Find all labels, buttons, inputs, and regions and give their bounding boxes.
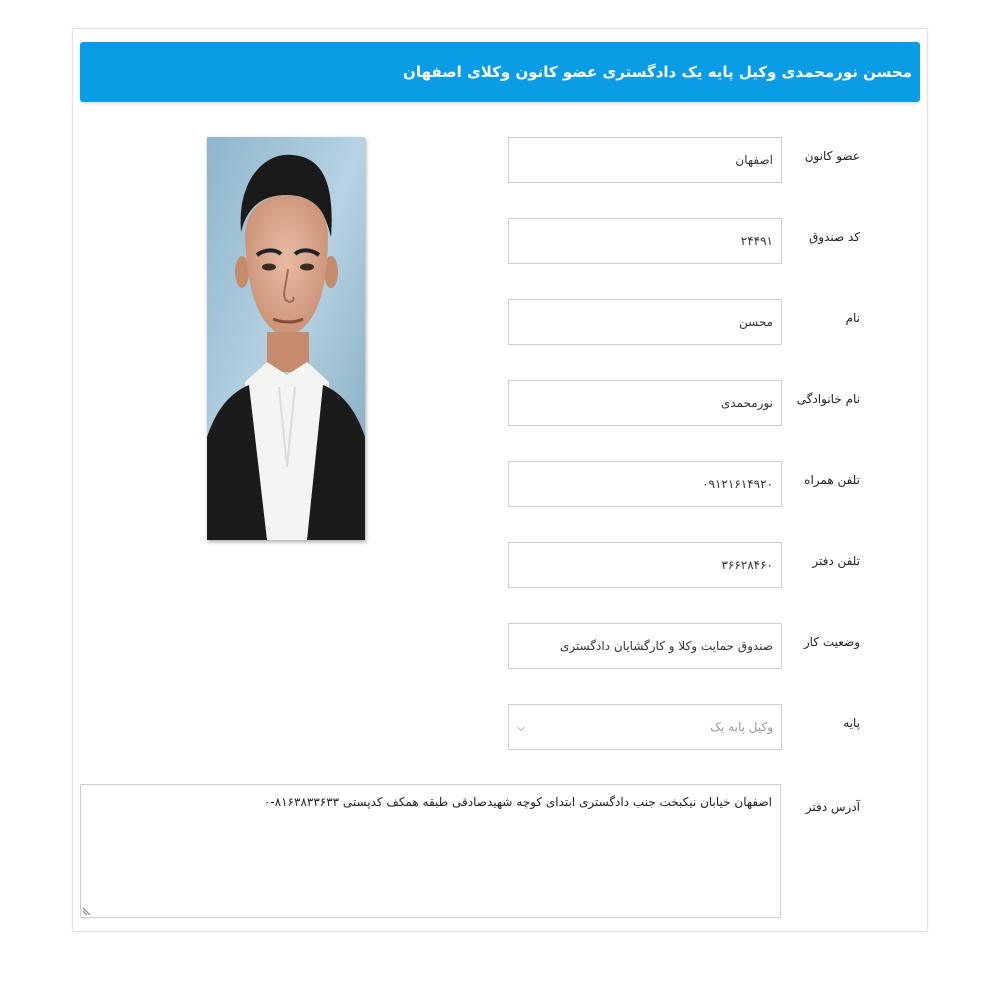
field-row-mobile bbox=[0, 461, 1000, 507]
office-phone-label: تلفن دفتر bbox=[812, 554, 860, 568]
last-name-field[interactable]: نورمحمدی bbox=[508, 380, 782, 426]
work-status-label: وضعیت کار bbox=[803, 635, 860, 649]
field-row-bar-association bbox=[0, 137, 1000, 183]
field-row-work-status bbox=[0, 623, 1000, 669]
mobile-field[interactable]: ۰۹۱۲۱۶۱۴۹۲۰ bbox=[508, 461, 782, 507]
first-name-label: نام bbox=[845, 311, 860, 325]
page-title: محسن نورمحمدی وکیل پایه یک دادگستری عضو کانون وکلای اصفهان bbox=[403, 63, 912, 81]
mobile-label: تلفن همراه bbox=[804, 473, 860, 487]
last-name-label: نام خانوادگی bbox=[796, 392, 860, 406]
chevron-down-icon[interactable]: ⌵ bbox=[517, 721, 526, 734]
office-phone-field[interactable]: ۳۶۶۲۸۴۶۰ bbox=[508, 542, 782, 588]
first-name-field[interactable]: محسن bbox=[508, 299, 782, 345]
office-address-value: اصفهان خیابان نیکبخت جنب دادگستری ابتدای کوچه شهیدصادقی طبقه همکف کدپستی ۸۱۶۳۸۳۳۶۳۳-۰ bbox=[263, 795, 772, 809]
field-row-grade bbox=[0, 704, 1000, 750]
bar-association-field[interactable]: اصفهان bbox=[508, 137, 782, 183]
field-row-first-name bbox=[0, 299, 1000, 345]
office-address-textarea[interactable] bbox=[80, 784, 781, 918]
grade-selected-value: وکیل پایه یک bbox=[710, 720, 773, 734]
grade-label: پایه bbox=[843, 716, 860, 730]
bar-association-label: عضو کانون bbox=[804, 149, 860, 163]
office-address-label: آدرس دفتر bbox=[805, 800, 860, 814]
profile-header bbox=[80, 42, 920, 102]
fund-code-label: کد صندوق bbox=[808, 230, 860, 244]
fund-code-field[interactable]: ۲۴۴۹۱ bbox=[508, 218, 782, 264]
field-row-fund-code bbox=[0, 218, 1000, 264]
field-row-office-phone bbox=[0, 542, 1000, 588]
grade-select[interactable] bbox=[508, 704, 782, 750]
field-row-last-name bbox=[0, 380, 1000, 426]
resize-grip-icon[interactable] bbox=[83, 907, 91, 915]
work-status-field[interactable]: صندوق حمایت وکلا و کارگشایان دادگستری bbox=[508, 623, 782, 669]
